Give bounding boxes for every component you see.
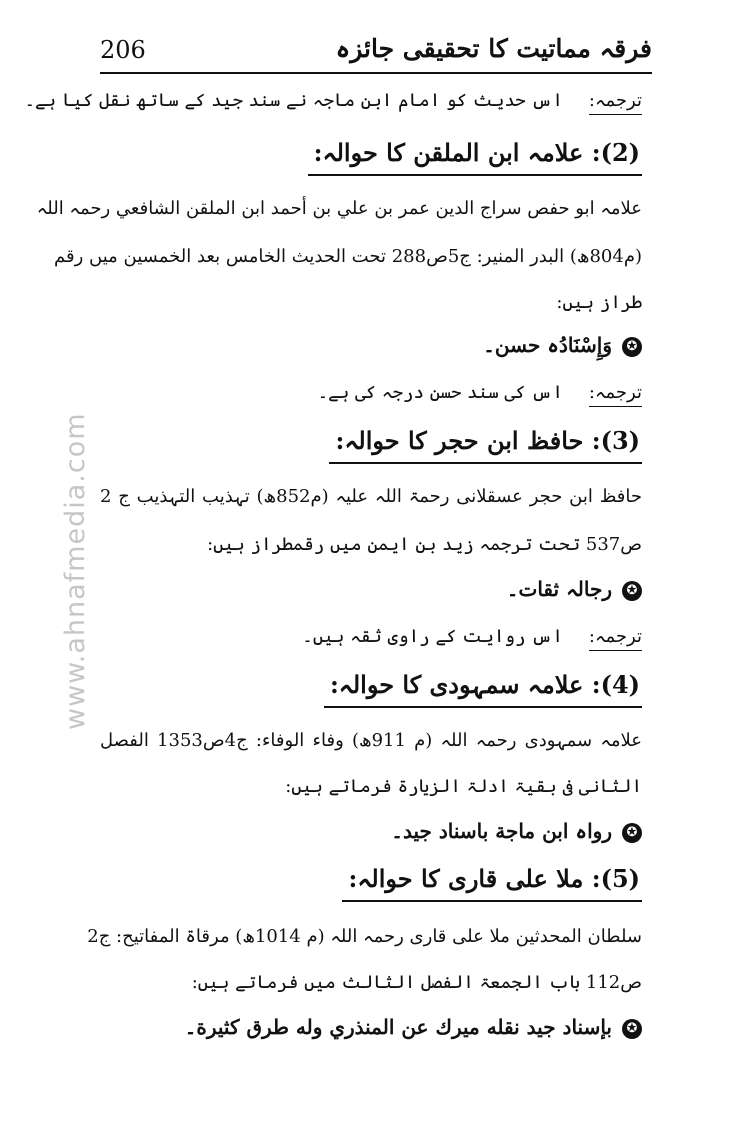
body-line: حافظ ابن حجر عسقلانی رحمۃ اللہ علیہ (م852ھ) تہذیب التہذیب ج 2 [100, 486, 642, 507]
watermark: www.ahnafmedia.com [60, 412, 91, 730]
translation-line [318, 380, 642, 407]
book-title: فرقہ مماتیت کا تحقیقی جائزہ [335, 34, 652, 63]
body-line: علامہ ابو حفص سراج الدین عمر بن علي بن أحمد ابن الملقن الشافعي رحمہ اللہ [36, 198, 642, 219]
arabic-quote [391, 818, 642, 844]
translation-line [302, 624, 642, 651]
quote-text: وَإِسْنَادُہ حسن۔ [483, 333, 612, 357]
body-line: ص112 باب الجمعۃ الفصل الثالث میں فرماتے ہیں: [191, 972, 642, 993]
quote-text: بإسناد جيد نقله ميرك عن المنذري وله طرق كثيرة۔ [184, 1015, 612, 1039]
quote-text: رواہ ابن ماجة باسناد جيد۔ [391, 819, 612, 843]
section-heading-3: (3): حافظ ابن حجر کا حوالہ: [329, 424, 642, 464]
star-bullet-icon: ✪ [622, 337, 642, 357]
star-bullet-icon: ✪ [622, 1019, 642, 1039]
star-bullet-icon: ✪ [622, 823, 642, 843]
translation-text: اس حدیث کو امام ابن ماجہ نے سند جید کے ساتھ نقل کیا ہے۔ [24, 90, 563, 111]
body-line: ص537 تحت ترجمہ زید بن ایمن میں رقمطراز ہیں: [207, 534, 642, 555]
body-line: طراز ہیں: [556, 292, 642, 313]
translation-text: اس روایت کے راوی ثقہ ہیں۔ [302, 626, 563, 647]
body-line: سلطان المحدثین ملا علی قاری رحمہ اللہ (م 1014ھ) مرقاۃ المفاتیح: ج2 [87, 926, 642, 947]
quote-text: رجالہ ثقات۔ [506, 577, 612, 601]
body-line: الثانی فی بقیۃ ادلۃ الزیارۃ فرماتے ہیں: [285, 776, 642, 797]
body-line: (م804ھ) البدر المنیر: ج5ص288 تحت الحدیث الخامس بعد الخمسین میں رقم [54, 246, 642, 267]
translation-label: ترجمہ: [589, 88, 642, 115]
page-header [100, 28, 652, 74]
translation-label: ترجمہ: [589, 380, 642, 407]
translation-label: ترجمہ: [589, 624, 642, 651]
page-number: 206 [100, 36, 146, 64]
arabic-quote [507, 576, 642, 602]
translation-text: اس کی سند حسن درجہ کی ہے۔ [317, 382, 563, 403]
section-heading-5: (5): ملا علی قاری کا حوالہ: [342, 862, 642, 902]
body-line: علامہ سمہودی رحمہ اللہ (م 911ھ) وفاء الوفاء: ج4ص1353 الفصل [100, 730, 642, 751]
translation-line [24, 88, 642, 115]
star-bullet-icon: ✪ [622, 581, 642, 601]
section-heading-4: (4): علامہ سمہودی کا حوالہ: [324, 668, 642, 708]
arabic-quote [185, 1014, 642, 1040]
section-heading-2: (2): علامہ ابن الملقن کا حوالہ: [308, 136, 642, 176]
arabic-quote [483, 332, 642, 358]
